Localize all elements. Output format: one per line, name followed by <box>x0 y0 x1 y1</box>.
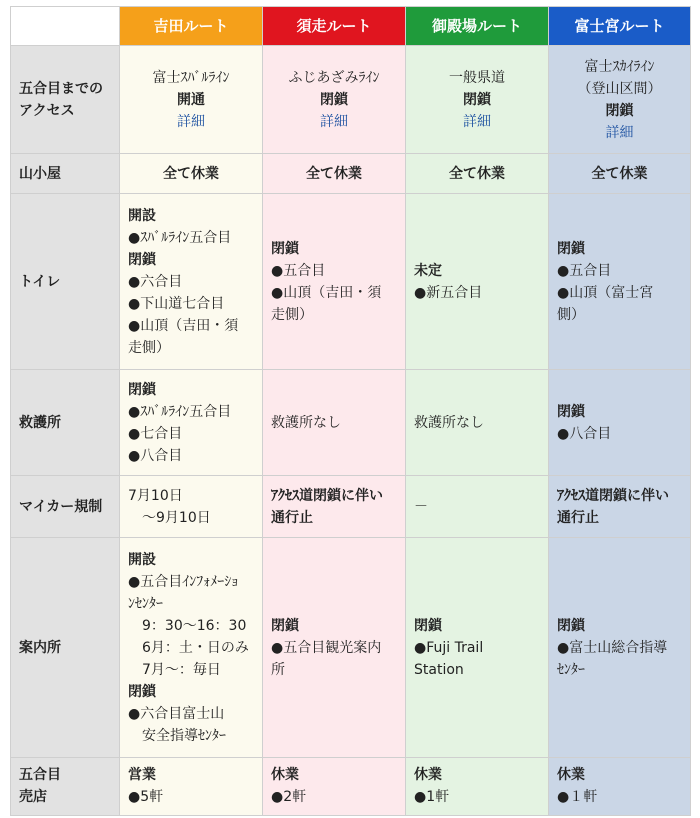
access-subashiri: ふじあざみﾗｲﾝ 閉鎖 詳細 <box>263 46 406 154</box>
toilet-gotemba: 未定 ●新五合目 <box>406 194 549 370</box>
shop-yoshida: 営業 ●5軒 <box>120 758 263 816</box>
hut-yoshida: 全て休業 <box>120 154 263 194</box>
route-header-gotemba: 御殿場ルート <box>406 7 549 46</box>
header-row <box>11 7 691 46</box>
row-label-access: 五合目までの アクセス <box>11 46 120 154</box>
mycar-fujinomiya: ｱｸｾｽ道閉鎖に伴い 通行止 <box>549 476 691 538</box>
rescue-gotemba: 救護所なし <box>406 370 549 476</box>
info-fujinomiya: 閉鎖 ●富士山総合指導 ｾﾝﾀｰ <box>549 538 691 758</box>
row-info <box>11 538 691 758</box>
access-fujinomiya: 富士ｽｶｲﾗｲﾝ （登山区間） 閉鎖 詳細 <box>549 46 691 154</box>
row-label-info: 案内所 <box>11 538 120 758</box>
mycar-subashiri: ｱｸｾｽ道閉鎖に伴い 通行止 <box>263 476 406 538</box>
info-yoshida: 開設 ●五合目ｲﾝﾌｫﾒｰｼｮ ﾝｾﾝﾀｰ 9：30～16：30 6月：土・日のみ 7月～：毎日 閉鎖 ●六合目富士山 安全指導ｾﾝﾀｰ <box>120 538 263 758</box>
row-shop <box>11 758 691 816</box>
mycar-yoshida: 7月10日 ～9月10日 <box>120 476 263 538</box>
row-rescue <box>11 370 691 476</box>
route-header-yoshida: 吉田ルート <box>120 7 263 46</box>
mycar-gotemba: － <box>406 476 549 538</box>
hut-subashiri: 全て休業 <box>263 154 406 194</box>
detail-link[interactable]: 詳細 <box>605 124 634 141</box>
info-subashiri: 閉鎖 ●五合目観光案内 所 <box>263 538 406 758</box>
row-access <box>11 46 691 154</box>
status-text: 閉鎖 <box>320 91 348 108</box>
corner-cell <box>11 7 120 46</box>
row-toilet <box>11 194 691 370</box>
rescue-subashiri: 救護所なし <box>263 370 406 476</box>
row-label-shop: 五合目 売店 <box>11 758 120 816</box>
rescue-fujinomiya: 閉鎖 ●八合目 <box>549 370 691 476</box>
shop-gotemba: 休業 ●1軒 <box>406 758 549 816</box>
row-hut <box>11 154 691 194</box>
row-label-toilet: トイレ <box>11 194 120 370</box>
access-yoshida: 富士ｽﾊﾞﾙﾗｲﾝ 開通 詳細 <box>120 46 263 154</box>
status-text: 開通 <box>177 91 205 108</box>
row-label-mycar: マイカー規制 <box>11 476 120 538</box>
route-header-subashiri: 須走ルート <box>263 7 406 46</box>
status-text: 閉鎖 <box>463 91 491 108</box>
detail-link[interactable]: 詳細 <box>177 113 205 130</box>
detail-link[interactable]: 詳細 <box>320 113 348 130</box>
rescue-yoshida: 閉鎖 ●ｽﾊﾞﾙﾗｲﾝ五合目 ●七合目 ●八合目 <box>120 370 263 476</box>
toilet-fujinomiya: 閉鎖 ●五合目 ●山頂（富士宮 側） <box>549 194 691 370</box>
shop-subashiri: 休業 ●2軒 <box>263 758 406 816</box>
access-gotemba: 一般県道 閉鎖 詳細 <box>406 46 549 154</box>
detail-link[interactable]: 詳細 <box>463 113 491 130</box>
hut-gotemba: 全て休業 <box>406 154 549 194</box>
route-header-fujinomiya: 富士宮ルート <box>549 7 691 46</box>
status-table <box>10 6 691 816</box>
row-label-rescue: 救護所 <box>11 370 120 476</box>
info-gotemba: 閉鎖 ●Fuji Trail Station <box>406 538 549 758</box>
toilet-yoshida: 開設 ●ｽﾊﾞﾙﾗｲﾝ五合目 閉鎖 ●六合目 ●下山道七合目 ●山頂（吉田・須 走側） <box>120 194 263 370</box>
row-label-hut: 山小屋 <box>11 154 120 194</box>
hut-fujinomiya: 全て休業 <box>549 154 691 194</box>
shop-fujinomiya: 休業 ●１軒 <box>549 758 691 816</box>
toilet-subashiri: 閉鎖 ●五合目 ●山頂（吉田・須 走側） <box>263 194 406 370</box>
row-mycar <box>11 476 691 538</box>
status-text: 閉鎖 <box>605 102 634 119</box>
